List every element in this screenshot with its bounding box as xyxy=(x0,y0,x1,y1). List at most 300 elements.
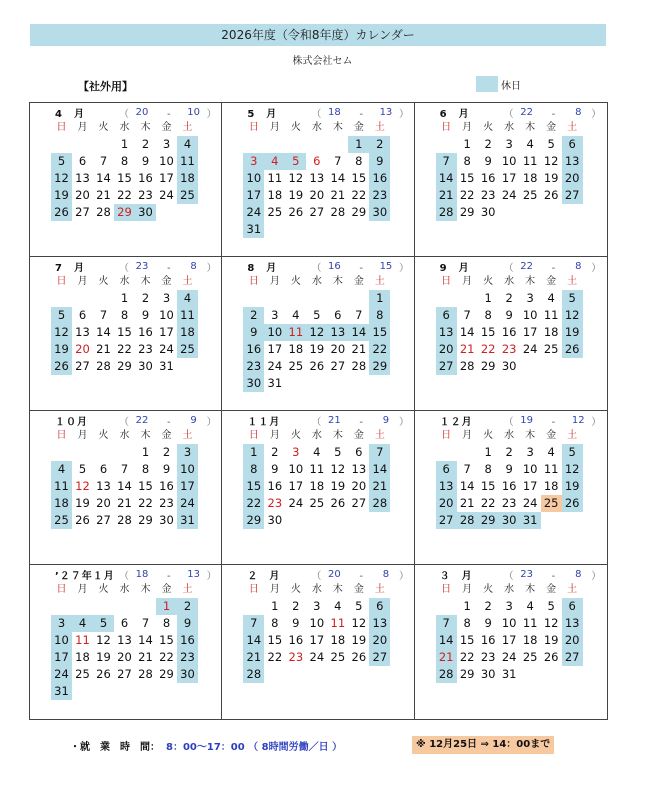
holiday-cell: 14 xyxy=(369,461,390,478)
day-cell: 27 xyxy=(96,513,111,527)
day-cell: 24 xyxy=(288,496,304,510)
close-paren: ） xyxy=(398,571,409,582)
holiday-cell: 20 xyxy=(436,341,457,358)
week-row xyxy=(436,170,603,187)
weekday-label: 日 xyxy=(56,122,67,133)
empty-cell xyxy=(72,444,93,461)
holiday-cell: 23 xyxy=(177,649,198,666)
holiday-cell: 5 xyxy=(51,307,72,324)
holiday-cell: 17 xyxy=(177,478,198,495)
day-cell: 28 xyxy=(459,359,475,373)
day-cell: 10 xyxy=(522,462,538,476)
range-sep: - xyxy=(541,109,566,120)
holiday-cell: 21 xyxy=(436,649,457,666)
working-hours-label: ・就 業 時 間： xyxy=(70,742,160,753)
day-cell: 20 xyxy=(330,342,346,356)
weekday-label: 日 xyxy=(248,584,259,595)
day-cell: 14 xyxy=(138,633,153,647)
month-day-counts xyxy=(119,105,215,120)
month-day-counts xyxy=(311,413,407,428)
range-a: 19 xyxy=(520,415,534,426)
day-cell: 23 xyxy=(501,496,517,510)
day-cell: 12 xyxy=(75,479,90,493)
day-cell: 5 xyxy=(313,308,321,322)
weekday-label: 金 xyxy=(161,430,172,441)
day-cell: 22 xyxy=(138,496,153,510)
day-cell: 18 xyxy=(309,479,325,493)
day-cell: 18 xyxy=(543,479,559,493)
week-row xyxy=(243,170,409,187)
day-cell: 14 xyxy=(459,479,475,493)
holiday-cell: 19 xyxy=(562,478,583,495)
month-header xyxy=(225,106,409,119)
open-paren: （ xyxy=(311,417,322,428)
day-cell: 10 xyxy=(522,308,538,322)
weekday-label: 火 xyxy=(483,122,494,133)
holiday-cell: 14 xyxy=(243,632,264,649)
day-cell: 19 xyxy=(288,188,304,202)
weekday-label: 木 xyxy=(140,276,151,287)
day-cell: 9 xyxy=(271,462,279,476)
weekday-label: 土 xyxy=(567,122,578,133)
day-cell: 18 xyxy=(75,650,90,664)
week-row xyxy=(436,341,603,358)
weekday-label: 木 xyxy=(140,122,151,133)
holiday-cell: 19 xyxy=(51,341,72,358)
month-label: 6 月 xyxy=(439,109,470,120)
weekday-label: 月 xyxy=(77,584,88,595)
weekday-label: 金 xyxy=(353,430,364,441)
close-paren: ） xyxy=(591,571,602,582)
week-row xyxy=(243,290,409,307)
day-cell: 7 xyxy=(99,154,108,168)
day-cell: 26 xyxy=(96,667,111,681)
day-cell: 27 xyxy=(351,496,367,510)
day-cell: 27 xyxy=(75,359,90,373)
working-hours-value: 8：00〜17：00 （ 8時間労働／日 ） xyxy=(166,742,343,753)
holiday-cell: 25 xyxy=(51,512,72,529)
day-cell: 17 xyxy=(501,633,517,647)
day-cell: 22 xyxy=(117,188,132,202)
holiday-cell: 2 xyxy=(369,136,390,153)
day-cell: 14 xyxy=(96,325,111,339)
day-cell: 17 xyxy=(288,479,304,493)
month-day-counts xyxy=(504,105,600,120)
day-cell: 30 xyxy=(480,667,496,681)
holiday-cell: 4 xyxy=(264,153,285,170)
weekday-label: 水 xyxy=(504,122,515,133)
day-cell: 5 xyxy=(547,599,555,613)
weekday-label: 月 xyxy=(269,430,280,441)
weekday-label: 火 xyxy=(483,430,494,441)
day-cell: 8 xyxy=(355,154,363,168)
holiday-cell: 20 xyxy=(562,170,583,187)
day-cell: 17 xyxy=(522,325,538,339)
open-paren: （ xyxy=(311,109,322,120)
day-cell: 19 xyxy=(351,633,367,647)
day-cell: 13 xyxy=(75,171,90,185)
holiday-cell: 29 xyxy=(114,204,135,221)
day-cell: 21 xyxy=(459,342,475,356)
range-b: 8 xyxy=(575,107,582,118)
day-cell: 17 xyxy=(159,325,174,339)
week-row xyxy=(436,324,603,341)
empty-cell xyxy=(264,136,285,153)
day-cell: 1 xyxy=(484,291,492,305)
day-cell: 16 xyxy=(480,171,496,185)
weekday-label: 土 xyxy=(374,122,385,133)
day-cell: 28 xyxy=(330,205,346,219)
month-block xyxy=(415,411,607,565)
open-paren: （ xyxy=(311,263,322,274)
month-label: ２ 月 xyxy=(247,571,281,582)
day-cell: 22 xyxy=(480,342,496,356)
holiday-cell: 3 xyxy=(177,444,198,461)
day-cell: 29 xyxy=(351,205,367,219)
day-cell: 5 xyxy=(78,462,87,476)
day-cell: 30 xyxy=(480,205,496,219)
day-cell: 26 xyxy=(543,188,559,202)
day-cell: 29 xyxy=(480,359,496,373)
month-label: 4 月 xyxy=(55,109,85,120)
week-row xyxy=(51,324,217,341)
day-cell: 26 xyxy=(288,205,304,219)
range-a: 20 xyxy=(327,569,341,580)
day-cell: 3 xyxy=(271,308,279,322)
weekday-label: 金 xyxy=(161,584,172,595)
holiday-cell: 10 xyxy=(177,461,198,478)
holiday-cell: 25 xyxy=(177,187,198,204)
holiday-cell: 1 xyxy=(156,598,177,615)
day-cell: 25 xyxy=(288,359,304,373)
weekday-label: 日 xyxy=(441,276,452,287)
holiday-cell: 29 xyxy=(243,512,264,529)
range-a: 20 xyxy=(135,107,149,118)
day-cell: 2 xyxy=(141,291,150,305)
holiday-cell: 12 xyxy=(562,461,583,478)
day-cell: 7 xyxy=(99,308,108,322)
week-row xyxy=(51,187,217,204)
holiday-cell: 4 xyxy=(72,615,93,632)
week-row xyxy=(436,444,603,461)
empty-cell xyxy=(306,290,327,307)
weekday-label: 日 xyxy=(248,276,259,287)
empty-cell xyxy=(135,598,156,615)
calendar-grid xyxy=(29,102,608,720)
weekday-label: 水 xyxy=(311,430,322,441)
empty-cell xyxy=(243,598,264,615)
holiday-cell: 16 xyxy=(369,170,390,187)
holiday-cell: 19 xyxy=(562,324,583,341)
holiday-cell: 12 xyxy=(51,324,72,341)
range-a: 23 xyxy=(520,569,534,580)
range-b: 8 xyxy=(575,569,582,580)
holiday-cell: 17 xyxy=(51,649,72,666)
holiday-cell: 20 xyxy=(369,632,390,649)
week-row xyxy=(51,632,217,649)
month-block xyxy=(30,257,222,411)
week-row xyxy=(51,204,217,221)
weekday-label: 月 xyxy=(462,430,473,441)
day-cell: 21 xyxy=(351,342,367,356)
holiday-cell: 12 xyxy=(306,324,327,341)
holiday-cell: 7 xyxy=(436,615,457,632)
day-cell: 6 xyxy=(120,616,129,630)
weekday-label: 金 xyxy=(161,122,172,133)
holiday-cell: 28 xyxy=(457,512,478,529)
week-row xyxy=(51,153,217,170)
empty-cell xyxy=(436,136,457,153)
close-paren: ） xyxy=(398,263,409,274)
month-label: ３ 月 xyxy=(439,571,473,582)
day-cell: 12 xyxy=(330,462,346,476)
weekday-label: 水 xyxy=(119,584,130,595)
holiday-cell: 25 xyxy=(177,341,198,358)
range-sep: - xyxy=(541,263,566,274)
week-row xyxy=(436,615,603,632)
holiday-cell: 22 xyxy=(243,495,264,512)
day-cell: 2 xyxy=(505,445,513,459)
weekday-header xyxy=(51,120,217,136)
day-cell: 11 xyxy=(543,462,559,476)
open-paren: （ xyxy=(311,571,322,582)
day-cell: 8 xyxy=(484,308,492,322)
week-row xyxy=(243,153,409,170)
weekday-label: 水 xyxy=(504,584,515,595)
weekday-label: 木 xyxy=(525,276,536,287)
close-paren: ） xyxy=(206,571,217,582)
day-cell: 1 xyxy=(120,291,129,305)
week-row xyxy=(51,478,217,495)
range-a: 18 xyxy=(135,569,149,580)
week-row xyxy=(243,649,409,666)
calendar-title: 2026年度（令和8年度）カレンダー xyxy=(30,24,606,46)
day-cell: 1 xyxy=(484,445,492,459)
weekday-label: 火 xyxy=(290,430,301,441)
holiday-cell: 13 xyxy=(369,615,390,632)
weekday-label: 水 xyxy=(119,430,130,441)
empty-cell xyxy=(285,136,306,153)
range-a: 22 xyxy=(520,261,534,272)
day-cell: 11 xyxy=(309,462,325,476)
weekday-label: 土 xyxy=(567,276,578,287)
range-sep: - xyxy=(157,417,181,428)
weekday-label: 水 xyxy=(504,276,515,287)
holiday-cell: 31 xyxy=(243,221,264,238)
weekday-label: 火 xyxy=(98,430,109,441)
day-cell: 25 xyxy=(541,495,562,512)
week-row xyxy=(436,290,603,307)
close-paren: ） xyxy=(591,263,602,274)
day-cell: 16 xyxy=(138,171,153,185)
week-row xyxy=(436,632,603,649)
range-sep: - xyxy=(349,571,373,582)
day-cell: 15 xyxy=(351,171,367,185)
holiday-cell: 13 xyxy=(436,478,457,495)
day-cell: 2 xyxy=(484,599,492,613)
weekday-label: 金 xyxy=(353,584,364,595)
day-cell: 21 xyxy=(138,650,153,664)
day-cell: 27 xyxy=(330,359,346,373)
empty-cell xyxy=(327,136,348,153)
day-cell: 19 xyxy=(96,650,111,664)
day-cell: 8 xyxy=(120,154,129,168)
close-paren: ） xyxy=(398,109,409,120)
day-cell: 21 xyxy=(117,496,132,510)
week-row xyxy=(436,187,603,204)
day-cell: 2 xyxy=(141,137,150,151)
week-row xyxy=(436,598,603,615)
holiday-cell: 21 xyxy=(436,187,457,204)
range-b: 9 xyxy=(382,415,390,426)
empty-cell xyxy=(51,598,72,615)
month-day-counts xyxy=(311,105,407,120)
holiday-cell: 5 xyxy=(285,153,306,170)
day-cell: 4 xyxy=(334,599,342,613)
weekday-label: 金 xyxy=(546,276,557,287)
month-header xyxy=(33,568,217,581)
day-cell: 2 xyxy=(505,291,513,305)
weekday-label: 火 xyxy=(290,584,301,595)
day-cell: 21 xyxy=(96,342,111,356)
holiday-cell: 4 xyxy=(51,461,72,478)
weekday-label: 日 xyxy=(441,122,452,133)
holiday-cell: 14 xyxy=(436,170,457,187)
month-day-counts xyxy=(504,413,600,428)
day-cell: 8 xyxy=(463,154,471,168)
weekday-label: 月 xyxy=(269,276,280,287)
holiday-cell: 1 xyxy=(348,136,369,153)
holiday-cell: 15 xyxy=(369,324,390,341)
month-block xyxy=(415,103,607,257)
week-row xyxy=(243,358,409,375)
week-row xyxy=(436,666,603,683)
day-cell: 7 xyxy=(120,462,129,476)
holiday-cell: 5 xyxy=(93,615,114,632)
day-cell: 24 xyxy=(501,188,517,202)
weekday-label: 日 xyxy=(441,430,452,441)
day-cell: 8 xyxy=(463,616,471,630)
day-cell: 4 xyxy=(526,599,534,613)
day-cell: 25 xyxy=(522,650,538,664)
day-cell: 24 xyxy=(522,342,538,356)
day-cell: 2 xyxy=(292,599,300,613)
holiday-cell: 14 xyxy=(436,632,457,649)
weekday-label: 日 xyxy=(56,276,67,287)
day-cell: 30 xyxy=(501,359,517,373)
day-cell: 3 xyxy=(313,599,321,613)
holiday-cell: 19 xyxy=(51,187,72,204)
week-row xyxy=(436,478,603,495)
holiday-cell: 24 xyxy=(51,666,72,683)
month-day-counts xyxy=(311,567,407,582)
day-cell: 25 xyxy=(267,205,283,219)
day-cell: 15 xyxy=(480,325,496,339)
week-row xyxy=(436,307,603,324)
empty-cell xyxy=(436,444,457,461)
day-cell: 22 xyxy=(459,650,475,664)
month-block xyxy=(30,411,222,565)
holiday-cell: 15 xyxy=(243,478,264,495)
close-paren: ） xyxy=(206,263,217,274)
range-sep: - xyxy=(541,571,566,582)
day-cell: 16 xyxy=(288,633,304,647)
day-cell: 25 xyxy=(543,342,559,356)
week-row xyxy=(51,666,217,683)
month-day-counts xyxy=(504,567,600,582)
holiday-cell: 12 xyxy=(562,307,583,324)
day-cell: 9 xyxy=(292,616,300,630)
holiday-cell: 16 xyxy=(177,632,198,649)
holiday-cell: 27 xyxy=(562,649,583,666)
weekday-label: 金 xyxy=(161,276,172,287)
empty-cell xyxy=(348,290,369,307)
day-cell: 8 xyxy=(141,462,150,476)
day-cell: 23 xyxy=(138,342,153,356)
range-a: 23 xyxy=(135,261,149,272)
holiday-cell: 3 xyxy=(51,615,72,632)
weekday-label: 火 xyxy=(98,584,109,595)
weekday-label: 木 xyxy=(332,584,343,595)
holiday-cell: 28 xyxy=(436,204,457,221)
month-block xyxy=(30,565,222,719)
day-cell: 22 xyxy=(159,650,174,664)
holiday-cell: 27 xyxy=(369,649,390,666)
day-cell: 15 xyxy=(117,171,132,185)
open-paren: （ xyxy=(119,263,129,274)
month-label: １１月 xyxy=(247,417,281,428)
day-cell: 4 xyxy=(292,308,300,322)
weekday-header xyxy=(436,582,603,598)
week-row xyxy=(51,341,217,358)
month-header xyxy=(225,260,409,273)
day-cell: 9 xyxy=(141,154,150,168)
weekday-label: 水 xyxy=(119,276,130,287)
legend xyxy=(476,76,521,92)
day-cell: 11 xyxy=(75,633,90,647)
day-cell: 7 xyxy=(141,616,150,630)
day-cell: 7 xyxy=(463,308,471,322)
empty-cell xyxy=(72,136,93,153)
week-row xyxy=(51,444,217,461)
holiday-cell: 9 xyxy=(177,615,198,632)
day-cell: 18 xyxy=(330,633,346,647)
day-cell: 18 xyxy=(543,325,559,339)
holiday-cell: 26 xyxy=(51,204,72,221)
range-b: 13 xyxy=(379,107,393,118)
day-cell: 5 xyxy=(547,137,555,151)
day-cell: 29 xyxy=(138,513,153,527)
weekday-label: 木 xyxy=(525,584,536,595)
day-cell: 13 xyxy=(75,325,90,339)
empty-cell xyxy=(51,290,72,307)
day-cell: 22 xyxy=(351,188,367,202)
weekday-label: 日 xyxy=(441,584,452,595)
day-cell: 10 xyxy=(309,616,325,630)
holiday-cell: 1 xyxy=(369,290,390,307)
holiday-cell: 5 xyxy=(562,290,583,307)
weekday-label: 土 xyxy=(374,430,385,441)
range-sep: - xyxy=(157,109,181,120)
day-cell: 3 xyxy=(505,137,513,151)
holiday-cell: 7 xyxy=(436,153,457,170)
range-sep: - xyxy=(349,417,373,428)
month-block xyxy=(415,257,607,411)
day-cell: 16 xyxy=(480,633,496,647)
weekday-label: 土 xyxy=(567,584,578,595)
holiday-cell: 30 xyxy=(135,204,156,221)
day-cell: 30 xyxy=(267,513,283,527)
